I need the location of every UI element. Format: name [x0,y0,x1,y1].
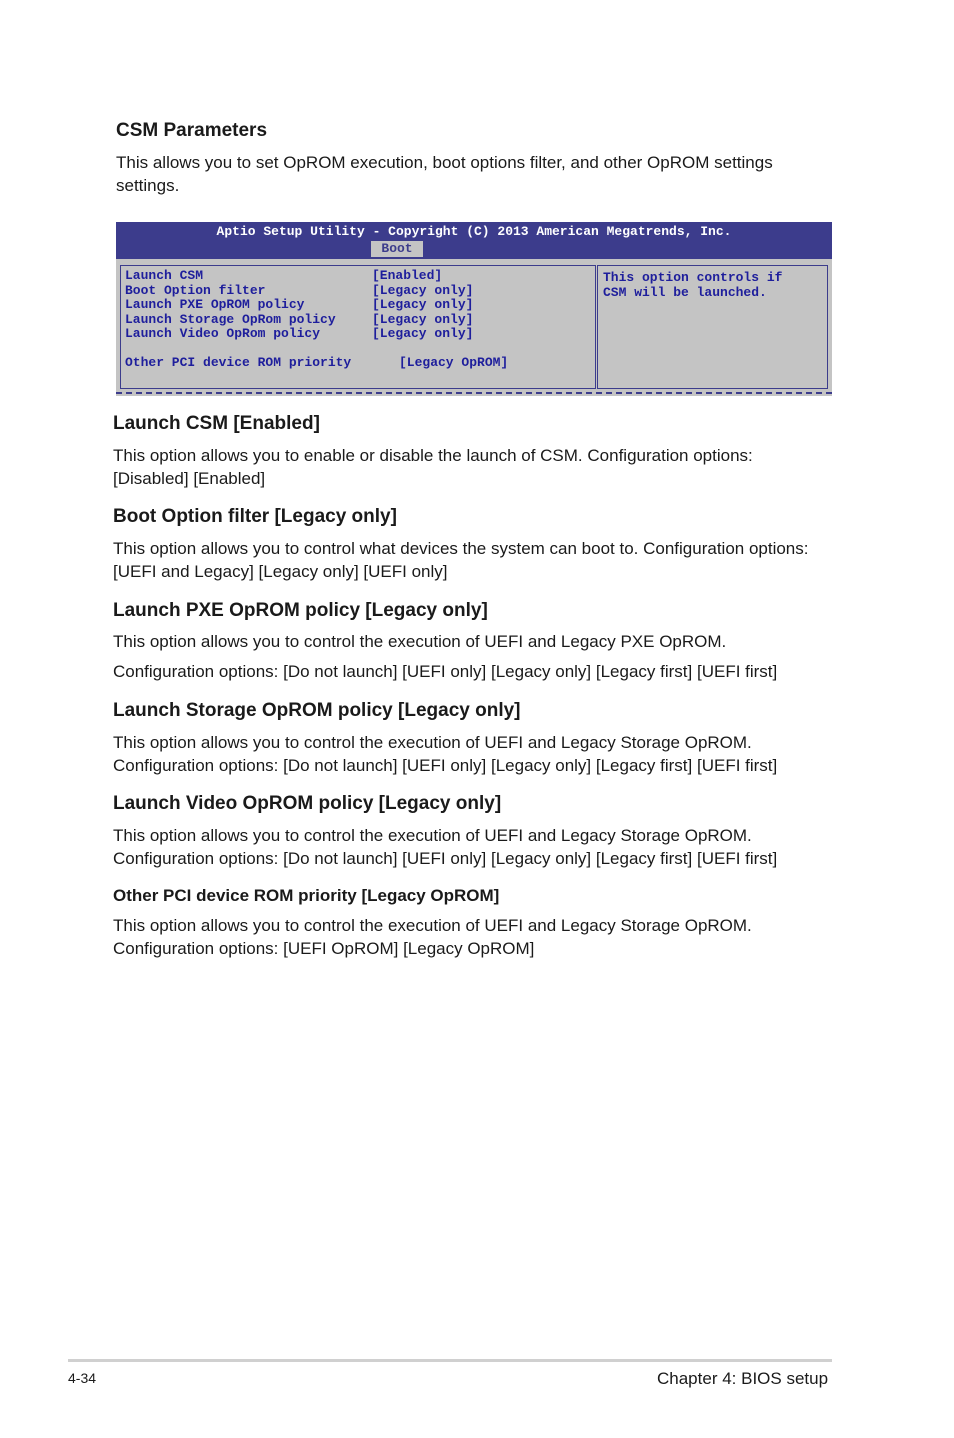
bios-help-line2: CSM will be launched. [603,285,767,300]
bios-tab-boot[interactable]: Boot [371,241,423,257]
section-text: [Disabled] [Enabled] [113,469,266,488]
bios-item-value[interactable]: [Legacy only] [372,297,474,312]
section-text: This option allows you to control the execution of UEFI and Legacy Storage OpROM. [113,916,752,935]
bios-item-label[interactable]: Other PCI device ROM priority [125,355,352,370]
bios-item-value[interactable]: [Enabled] [372,268,443,283]
bios-item-value[interactable]: [Legacy OpROM] [399,355,509,370]
bios-help-panel [597,265,828,389]
section-heading-launch-video: Launch Video OpROM policy [Legacy only] [113,793,502,814]
bios-header [116,222,832,259]
bios-item-label[interactable]: Launch Storage OpRom policy [125,312,336,327]
section-text: [UEFI and Legacy] [Legacy only] [UEFI only] [113,562,448,581]
bios-settings-panel [120,265,596,389]
section-heading-launch-pxe: Launch PXE OpROM policy [Legacy only] [113,600,488,621]
bios-help-line1: This option controls if [603,270,783,285]
section-heading-launch-csm: Launch CSM [Enabled] [113,413,320,434]
section-heading-other-pci: Other PCI device ROM priority [Legacy OpROM] [113,886,500,905]
bios-item-label[interactable]: Launch Video OpRom policy [125,326,321,341]
bios-item-value[interactable]: [Legacy only] [372,312,474,327]
page-title: CSM Parameters [116,120,268,141]
section-text: Configuration options: [Do not launch] [UEFI only] [Legacy only] [Legacy first] [UEFI first] [113,662,778,681]
bios-item-value[interactable]: [Legacy only] [372,283,474,298]
csm-description-line1: This allows you to set OpROM execution, boot options filter, and other OpROM settings [116,153,773,172]
bios-title: Aptio Setup Utility - Copyright (C) 2013 American Megatrends, Inc. [216,224,732,239]
chapter-label: Chapter 4: BIOS setup [657,1369,829,1388]
section-text: Configuration options: [UEFI OpROM] [Legacy OpROM] [113,939,535,958]
section-text: Configuration options: [Do not launch] [UEFI only] [Legacy only] [Legacy first] [UEFI first] [113,849,778,868]
bios-item-label[interactable]: Launch CSM [125,268,204,283]
section-text: This option allows you to control the execution of UEFI and Legacy Storage OpROM. [113,733,752,752]
section-text: Configuration options: [Do not launch] [UEFI only] [Legacy only] [Legacy first] [UEFI first] [113,756,778,775]
section-text: This option allows you to enable or disable the launch of CSM. Configuration options: [113,446,753,465]
bios-item-value[interactable]: [Legacy only] [372,326,474,341]
bios-screenshot [116,222,832,396]
section-text: This option allows you to control what devices the system can boot to. Configuration options: [113,539,809,558]
section-heading-boot-option-filter: Boot Option filter [Legacy only] [113,506,397,527]
csm-description-line2: settings. [116,176,180,195]
bios-item-label[interactable]: Launch PXE OpROM policy [125,297,305,312]
section-heading-launch-storage: Launch Storage OpROM policy [Legacy only] [113,700,521,721]
page-number: 4-34 [68,1370,97,1386]
bios-item-label[interactable]: Boot Option filter [125,283,266,298]
footer-rule [68,1359,832,1362]
section-text: This option allows you to control the execution of UEFI and Legacy Storage OpROM. [113,826,752,845]
section-text: This option allows you to control the execution of UEFI and Legacy PXE OpROM. [113,632,727,651]
bios-dashed-divider [116,392,832,394]
